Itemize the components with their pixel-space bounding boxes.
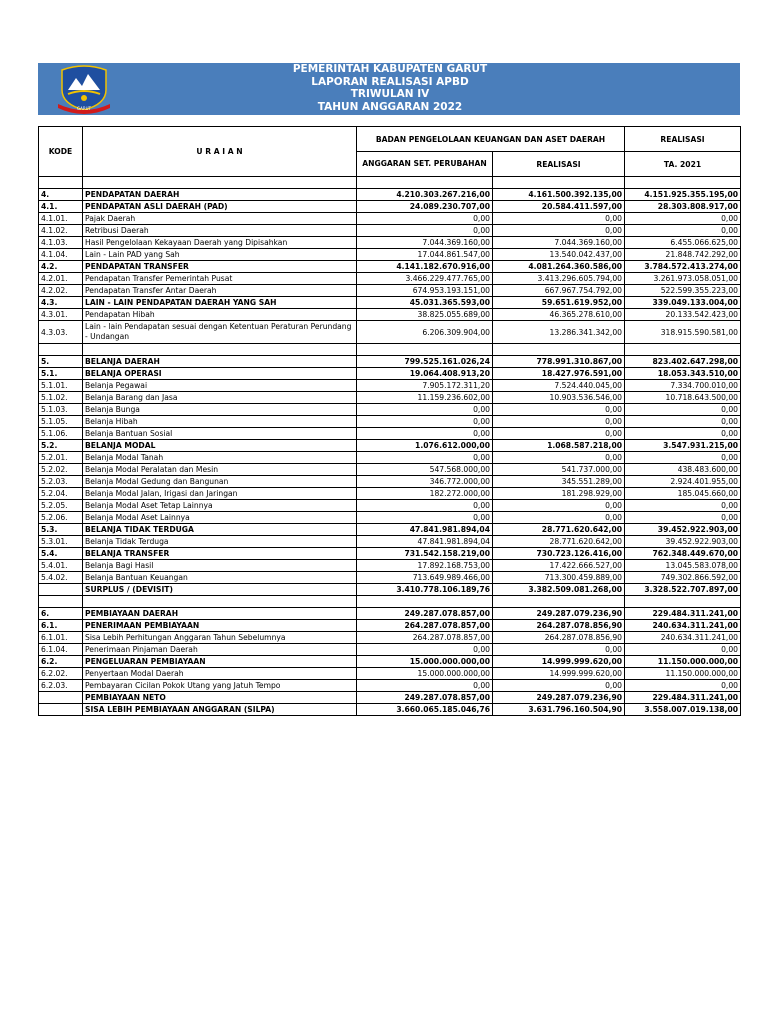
- cell-anggaran: 6.206.309.904,00: [357, 321, 493, 344]
- cell-realisasi-prev: 318.915.590.581,00: [625, 321, 741, 344]
- cell-realisasi-prev: 3.547.931.215,00: [625, 440, 741, 452]
- cell-realisasi-prev: [625, 596, 741, 608]
- cell-anggaran: 0,00: [357, 404, 493, 416]
- table-row: [39, 584, 741, 596]
- cell-uraian: PENDAPATAN DAERAH: [83, 189, 357, 201]
- cell-uraian: BELANJA OPERASI: [83, 368, 357, 380]
- cell-realisasi-prev: 0,00: [625, 416, 741, 428]
- cell-realisasi-prev: 11.150.000.000,00: [625, 656, 741, 668]
- cell-uraian: Hasil Pengelolaan Kekayaan Daerah yang Dipisahkan: [83, 237, 357, 249]
- cell-realisasi: 28.771.620.642,00: [493, 536, 625, 548]
- cell-realisasi: 345.551.289,00: [493, 476, 625, 488]
- cell-realisasi: 18.427.976.591,00: [493, 368, 625, 380]
- table-row: [39, 464, 741, 476]
- cell-kode: 4.2.: [39, 261, 83, 273]
- cell-uraian: Lain - lain Pendapatan sesuai dengan Ketentuan Peraturan Perundang - Undangan: [83, 321, 357, 344]
- cell-realisasi: 0,00: [493, 500, 625, 512]
- cell-anggaran: 1.076.612.000,00: [357, 440, 493, 452]
- col-header-realisasi: REALISASI: [493, 152, 625, 177]
- table-row: [39, 692, 741, 704]
- table-row: [39, 536, 741, 548]
- cell-kode: 5.2.03.: [39, 476, 83, 488]
- cell-realisasi-prev: 4.151.925.355.195,00: [625, 189, 741, 201]
- cell-kode: 6.1.04.: [39, 644, 83, 656]
- cell-anggaran: 19.064.408.913,20: [357, 368, 493, 380]
- table-row: [39, 356, 741, 368]
- cell-uraian: PEMBIAYAAN DAERAH: [83, 608, 357, 620]
- garut-emblem-icon: [56, 64, 112, 114]
- cell-realisasi: 10.903.536.546,00: [493, 392, 625, 404]
- table-row: [39, 632, 741, 644]
- report-body: [39, 177, 741, 716]
- cell-anggaran: 11.159.236.602,00: [357, 392, 493, 404]
- cell-realisasi-prev: 0,00: [625, 512, 741, 524]
- cell-uraian: Belanja Bagi Hasil: [83, 560, 357, 572]
- cell-uraian: Retribusi Daerah: [83, 225, 357, 237]
- cell-kode: 4.1.: [39, 201, 83, 213]
- col-header-group: BADAN PENGELOLAAN KEUANGAN DAN ASET DAERAH: [357, 127, 625, 152]
- cell-realisasi-prev: 185.045.660,00: [625, 488, 741, 500]
- cell-realisasi: 4.161.500.392.135,00: [493, 189, 625, 201]
- cell-realisasi: 20.584.411.597,00: [493, 201, 625, 213]
- table-row: [39, 668, 741, 680]
- cell-anggaran: 0,00: [357, 213, 493, 225]
- table-row: [39, 500, 741, 512]
- cell-kode: 5.2.04.: [39, 488, 83, 500]
- cell-kode: 4.3.: [39, 297, 83, 309]
- cell-realisasi: 778.991.310.867,00: [493, 356, 625, 368]
- cell-realisasi-prev: 3.328.522.707.897,00: [625, 584, 741, 596]
- cell-anggaran: 346.772.000,00: [357, 476, 493, 488]
- cell-realisasi: 1.068.587.218,00: [493, 440, 625, 452]
- col-header-kode: KODE: [39, 127, 83, 177]
- table-row: [39, 368, 741, 380]
- cell-uraian: Belanja Modal Tanah: [83, 452, 357, 464]
- cell-realisasi-prev: 522.599.355.223,00: [625, 285, 741, 297]
- cell-kode: 5.1.: [39, 368, 83, 380]
- table-row: [39, 440, 741, 452]
- cell-kode: 5.1.03.: [39, 404, 83, 416]
- cell-kode: 5.2.02.: [39, 464, 83, 476]
- cell-uraian: Lain - Lain PAD yang Sah: [83, 249, 357, 261]
- table-row: [39, 321, 741, 344]
- cell-realisasi-prev: [625, 177, 741, 189]
- table-row: [39, 560, 741, 572]
- title-line-3: TRIWULAN IV: [350, 88, 430, 100]
- cell-anggaran: 264.287.078.857,00: [357, 620, 493, 632]
- cell-uraian: PENDAPATAN TRANSFER: [83, 261, 357, 273]
- table-row: [39, 273, 741, 285]
- cell-anggaran: 7.044.369.160,00: [357, 237, 493, 249]
- cell-realisasi: 667.967.754.792,00: [493, 285, 625, 297]
- cell-uraian: Belanja Barang dan Jasa: [83, 392, 357, 404]
- cell-anggaran: 15.000.000.000,00: [357, 656, 493, 668]
- cell-realisasi-prev: 3.261.973.058.051,00: [625, 273, 741, 285]
- cell-uraian: PENERIMAAN PEMBIAYAAN: [83, 620, 357, 632]
- cell-realisasi: 0,00: [493, 213, 625, 225]
- cell-anggaran: 3.466.229.477.765,00: [357, 273, 493, 285]
- apbd-report-table: [38, 126, 741, 716]
- cell-realisasi: 0,00: [493, 452, 625, 464]
- col-header-realisasi-prev: REALISASI: [625, 127, 741, 152]
- cell-kode: 6.2.03.: [39, 680, 83, 692]
- cell-kode: 5.: [39, 356, 83, 368]
- cell-realisasi: 264.287.078.856,90: [493, 632, 625, 644]
- cell-anggaran: 15.000.000.000,00: [357, 668, 493, 680]
- cell-realisasi: 0,00: [493, 404, 625, 416]
- cell-realisasi: 3.413.296.605.794,00: [493, 273, 625, 285]
- cell-realisasi: [493, 596, 625, 608]
- cell-uraian: BELANJA TIDAK TERDUGA: [83, 524, 357, 536]
- table-row: [39, 237, 741, 249]
- cell-kode: [39, 596, 83, 608]
- cell-kode: 4.3.03.: [39, 321, 83, 344]
- cell-realisasi-prev: 749.302.866.592,00: [625, 572, 741, 584]
- cell-kode: [39, 584, 83, 596]
- table-row: [39, 548, 741, 560]
- cell-uraian: Belanja Tidak Terduga: [83, 536, 357, 548]
- cell-realisasi: 46.365.278.610,00: [493, 309, 625, 321]
- table-row: [39, 225, 741, 237]
- table-row: [39, 476, 741, 488]
- cell-realisasi: [493, 344, 625, 356]
- cell-anggaran: 24.089.230.707,00: [357, 201, 493, 213]
- cell-kode: 6.2.02.: [39, 668, 83, 680]
- cell-anggaran: 4.141.182.670.916,00: [357, 261, 493, 273]
- cell-anggaran: 264.287.078.857,00: [357, 632, 493, 644]
- blank-row: [39, 344, 741, 356]
- cell-realisasi-prev: 3.784.572.413.274,00: [625, 261, 741, 273]
- cell-kode: 5.1.01.: [39, 380, 83, 392]
- logo-ribbon-text: GARUT: [77, 106, 91, 111]
- table-row: [39, 404, 741, 416]
- cell-kode: [39, 177, 83, 189]
- cell-kode: 4.1.04.: [39, 249, 83, 261]
- cell-kode: 6.2.: [39, 656, 83, 668]
- cell-kode: 4.1.01.: [39, 213, 83, 225]
- table-row: [39, 704, 741, 716]
- cell-uraian: Belanja Modal Jalan, Irigasi dan Jaringan: [83, 488, 357, 500]
- cell-realisasi: 4.081.264.360.586,00: [493, 261, 625, 273]
- cell-uraian: SISA LEBIH PEMBIAYAAN ANGGARAN (SILPA): [83, 704, 357, 716]
- cell-realisasi-prev: 10.718.643.500,00: [625, 392, 741, 404]
- cell-anggaran: 47.841.981.894,04: [357, 524, 493, 536]
- table-row: [39, 285, 741, 297]
- cell-anggaran: 182.272.000,00: [357, 488, 493, 500]
- cell-uraian: Belanja Hibah: [83, 416, 357, 428]
- cell-uraian: [83, 344, 357, 356]
- cell-uraian: Penerimaan Pinjaman Daerah: [83, 644, 357, 656]
- cell-realisasi: 730.723.126.416,00: [493, 548, 625, 560]
- cell-realisasi-prev: 21.848.742.292,00: [625, 249, 741, 261]
- table-row: [39, 201, 741, 213]
- cell-realisasi-prev: [625, 344, 741, 356]
- cell-realisasi-prev: 240.634.311.241,00: [625, 620, 741, 632]
- cell-uraian: PENDAPATAN ASLI DAERAH (PAD): [83, 201, 357, 213]
- cell-realisasi: 28.771.620.642,00: [493, 524, 625, 536]
- table-row: [39, 380, 741, 392]
- cell-realisasi-prev: 18.053.343.510,00: [625, 368, 741, 380]
- cell-uraian: LAIN - LAIN PENDAPATAN DAERAH YANG SAH: [83, 297, 357, 309]
- cell-uraian: Belanja Modal Peralatan dan Mesin: [83, 464, 357, 476]
- cell-realisasi-prev: 0,00: [625, 644, 741, 656]
- table-row: [39, 249, 741, 261]
- cell-realisasi: 3.382.509.081.268,00: [493, 584, 625, 596]
- cell-realisasi-prev: 229.484.311.241,00: [625, 692, 741, 704]
- cell-realisasi: 7.524.440.045,00: [493, 380, 625, 392]
- cell-kode: 4.1.02.: [39, 225, 83, 237]
- cell-kode: 4.2.02.: [39, 285, 83, 297]
- cell-realisasi: 0,00: [493, 512, 625, 524]
- cell-kode: 5.3.: [39, 524, 83, 536]
- cell-realisasi-prev: 762.348.449.670,00: [625, 548, 741, 560]
- cell-uraian: Pajak Daerah: [83, 213, 357, 225]
- cell-realisasi-prev: 7.334.700.010,00: [625, 380, 741, 392]
- cell-kode: 6.: [39, 608, 83, 620]
- cell-uraian: Belanja Modal Aset Lainnya: [83, 512, 357, 524]
- cell-realisasi-prev: 6.455.066.625,00: [625, 237, 741, 249]
- cell-kode: 5.2.01.: [39, 452, 83, 464]
- cell-uraian: Pembayaran Cicilan Pokok Utang yang Jatuh Tempo: [83, 680, 357, 692]
- cell-uraian: BELANJA DAERAH: [83, 356, 357, 368]
- cell-realisasi-prev: 438.483.600,00: [625, 464, 741, 476]
- table-row: [39, 297, 741, 309]
- cell-anggaran: 17.892.168.753,00: [357, 560, 493, 572]
- cell-anggaran: [357, 177, 493, 189]
- cell-uraian: Pendapatan Transfer Antar Daerah: [83, 285, 357, 297]
- table-row: [39, 189, 741, 201]
- cell-realisasi-prev: 11.150.000.000,00: [625, 668, 741, 680]
- table-row: [39, 213, 741, 225]
- table-row: [39, 656, 741, 668]
- cell-realisasi-prev: 240.634.311.241,00: [625, 632, 741, 644]
- cell-realisasi-prev: 0,00: [625, 213, 741, 225]
- cell-uraian: BELANJA TRANSFER: [83, 548, 357, 560]
- cell-anggaran: 17.044.861.547,00: [357, 249, 493, 261]
- cell-uraian: Belanja Modal Aset Tetap Lainnya: [83, 500, 357, 512]
- cell-realisasi-prev: 28.303.808.917,00: [625, 201, 741, 213]
- cell-realisasi: 181.298.929,00: [493, 488, 625, 500]
- cell-anggaran: 4.210.303.267.216,00: [357, 189, 493, 201]
- cell-kode: 4.2.01.: [39, 273, 83, 285]
- cell-kode: 5.2.05.: [39, 500, 83, 512]
- cell-realisasi: 0,00: [493, 644, 625, 656]
- cell-realisasi-prev: 229.484.311.241,00: [625, 608, 741, 620]
- cell-anggaran: [357, 344, 493, 356]
- table-row: [39, 512, 741, 524]
- table-row: [39, 261, 741, 273]
- cell-uraian: BELANJA MODAL: [83, 440, 357, 452]
- cell-anggaran: 0,00: [357, 680, 493, 692]
- table-row: [39, 416, 741, 428]
- cell-uraian: Belanja Bunga: [83, 404, 357, 416]
- cell-realisasi-prev: 39.452.922.903,00: [625, 524, 741, 536]
- cell-realisasi-prev: 0,00: [625, 404, 741, 416]
- cell-realisasi: 13.286.341.342,00: [493, 321, 625, 344]
- cell-kode: [39, 344, 83, 356]
- report-title: [240, 63, 540, 113]
- cell-realisasi-prev: 0,00: [625, 500, 741, 512]
- title-line-1: PEMERINTAH KABUPATEN GARUT: [292, 63, 488, 75]
- cell-anggaran: 547.568.000,00: [357, 464, 493, 476]
- cell-realisasi: 7.044.369.160,00: [493, 237, 625, 249]
- blank-row: [39, 596, 741, 608]
- title-line-4: TAHUN ANGGARAN 2022: [317, 100, 463, 113]
- cell-anggaran: 731.542.158.219,00: [357, 548, 493, 560]
- table-row: [39, 524, 741, 536]
- cell-uraian: Pendapatan Transfer Pemerintah Pusat: [83, 273, 357, 285]
- cell-uraian: [83, 596, 357, 608]
- cell-uraian: Belanja Pegawai: [83, 380, 357, 392]
- cell-anggaran: 0,00: [357, 225, 493, 237]
- cell-realisasi: 13.540.042.437,00: [493, 249, 625, 261]
- cell-realisasi-prev: 823.402.647.298,00: [625, 356, 741, 368]
- cell-uraian: Pendapatan Hibah: [83, 309, 357, 321]
- cell-kode: 6.1.01.: [39, 632, 83, 644]
- cell-uraian: Belanja Modal Gedung dan Bangunan: [83, 476, 357, 488]
- table-row: [39, 452, 741, 464]
- col-header-anggaran: ANGGARAN SET. PERUBAHAN: [357, 152, 493, 177]
- cell-kode: 5.4.: [39, 548, 83, 560]
- cell-kode: [39, 704, 83, 716]
- cell-uraian: Penyertaan Modal Daerah: [83, 668, 357, 680]
- cell-uraian: SURPLUS / (DEVISIT): [83, 584, 357, 596]
- cell-realisasi-prev: 39.452.922.903,00: [625, 536, 741, 548]
- cell-realisasi: 713.300.459.889,00: [493, 572, 625, 584]
- cell-anggaran: 0,00: [357, 452, 493, 464]
- table-row: [39, 608, 741, 620]
- cell-realisasi-prev: 2.924.401.955,00: [625, 476, 741, 488]
- cell-anggaran: 3.660.065.185.046,76: [357, 704, 493, 716]
- cell-anggaran: 0,00: [357, 644, 493, 656]
- cell-realisasi-prev: 3.558.007.019.138,00: [625, 704, 741, 716]
- cell-anggaran: [357, 596, 493, 608]
- cell-kode: 5.2.: [39, 440, 83, 452]
- cell-anggaran: 7.905.172.311,20: [357, 380, 493, 392]
- cell-kode: 5.1.05.: [39, 416, 83, 428]
- table-row: [39, 680, 741, 692]
- cell-anggaran: 0,00: [357, 500, 493, 512]
- cell-kode: 5.3.01.: [39, 536, 83, 548]
- cell-kode: 5.2.06.: [39, 512, 83, 524]
- cell-kode: 4.: [39, 189, 83, 201]
- title-line-2: LAPORAN REALISASI APBD: [311, 75, 469, 88]
- cell-anggaran: 713.649.989.466,00: [357, 572, 493, 584]
- cell-realisasi: 14.999.999.620,00: [493, 656, 625, 668]
- cell-realisasi-prev: 0,00: [625, 452, 741, 464]
- cell-realisasi-prev: 13.045.583.078,00: [625, 560, 741, 572]
- col-header-uraian: U R A I A N: [83, 127, 357, 177]
- cell-uraian: PENGELUARAN PEMBIAYAAN: [83, 656, 357, 668]
- cell-uraian: PEMBIAYAAN NETO: [83, 692, 357, 704]
- cell-kode: 5.4.02.: [39, 572, 83, 584]
- cell-realisasi: 0,00: [493, 680, 625, 692]
- cell-realisasi-prev: 339.049.133.004,00: [625, 297, 741, 309]
- cell-uraian: Sisa Lebih Perhitungan Anggaran Tahun Sebelumnya: [83, 632, 357, 644]
- cell-anggaran: 674.953.193.151,00: [357, 285, 493, 297]
- cell-anggaran: 0,00: [357, 428, 493, 440]
- cell-realisasi: 14.999.999.620,00: [493, 668, 625, 680]
- cell-realisasi: 0,00: [493, 428, 625, 440]
- cell-anggaran: 38.825.055.689,00: [357, 309, 493, 321]
- cell-anggaran: 799.525.161.026,24: [357, 356, 493, 368]
- cell-anggaran: 249.287.078.857,00: [357, 692, 493, 704]
- cell-realisasi: 0,00: [493, 416, 625, 428]
- cell-realisasi: 264.287.078.856,90: [493, 620, 625, 632]
- cell-kode: 4.1.03.: [39, 237, 83, 249]
- cell-anggaran: 249.287.078.857,00: [357, 608, 493, 620]
- cell-kode: [39, 692, 83, 704]
- col-header-ta: TA. 2021: [625, 152, 741, 177]
- cell-anggaran: 47.841.981.894,04: [357, 536, 493, 548]
- cell-realisasi: 0,00: [493, 225, 625, 237]
- cell-uraian: Belanja Bantuan Sosial: [83, 428, 357, 440]
- cell-kode: 5.1.02.: [39, 392, 83, 404]
- cell-anggaran: 0,00: [357, 416, 493, 428]
- cell-kode: 4.3.01.: [39, 309, 83, 321]
- cell-realisasi: [493, 177, 625, 189]
- cell-anggaran: 3.410.778.106.189,76: [357, 584, 493, 596]
- cell-realisasi: 17.422.666.527,00: [493, 560, 625, 572]
- cell-realisasi-prev: 0,00: [625, 225, 741, 237]
- table-row: [39, 428, 741, 440]
- cell-realisasi: 3.631.796.160.504,90: [493, 704, 625, 716]
- cell-anggaran: 0,00: [357, 512, 493, 524]
- cell-realisasi: 249.287.079.236,90: [493, 692, 625, 704]
- cell-kode: 6.1.: [39, 620, 83, 632]
- cell-uraian: Belanja Bantuan Keuangan: [83, 572, 357, 584]
- cell-kode: 5.4.01.: [39, 560, 83, 572]
- cell-anggaran: 45.031.365.593,00: [357, 297, 493, 309]
- table-row: [39, 620, 741, 632]
- table-row: [39, 572, 741, 584]
- cell-realisasi: 59.651.619.952,00: [493, 297, 625, 309]
- table-row: [39, 488, 741, 500]
- cell-realisasi-prev: 20.133.542.423,00: [625, 309, 741, 321]
- cell-realisasi: 541.737.000,00: [493, 464, 625, 476]
- blank-row: [39, 177, 741, 189]
- table-row: [39, 309, 741, 321]
- cell-realisasi-prev: 0,00: [625, 428, 741, 440]
- table-row: [39, 392, 741, 404]
- cell-realisasi: 249.287.079.236,90: [493, 608, 625, 620]
- cell-realisasi-prev: 0,00: [625, 680, 741, 692]
- cell-kode: 5.1.06.: [39, 428, 83, 440]
- cell-uraian: [83, 177, 357, 189]
- table-row: [39, 644, 741, 656]
